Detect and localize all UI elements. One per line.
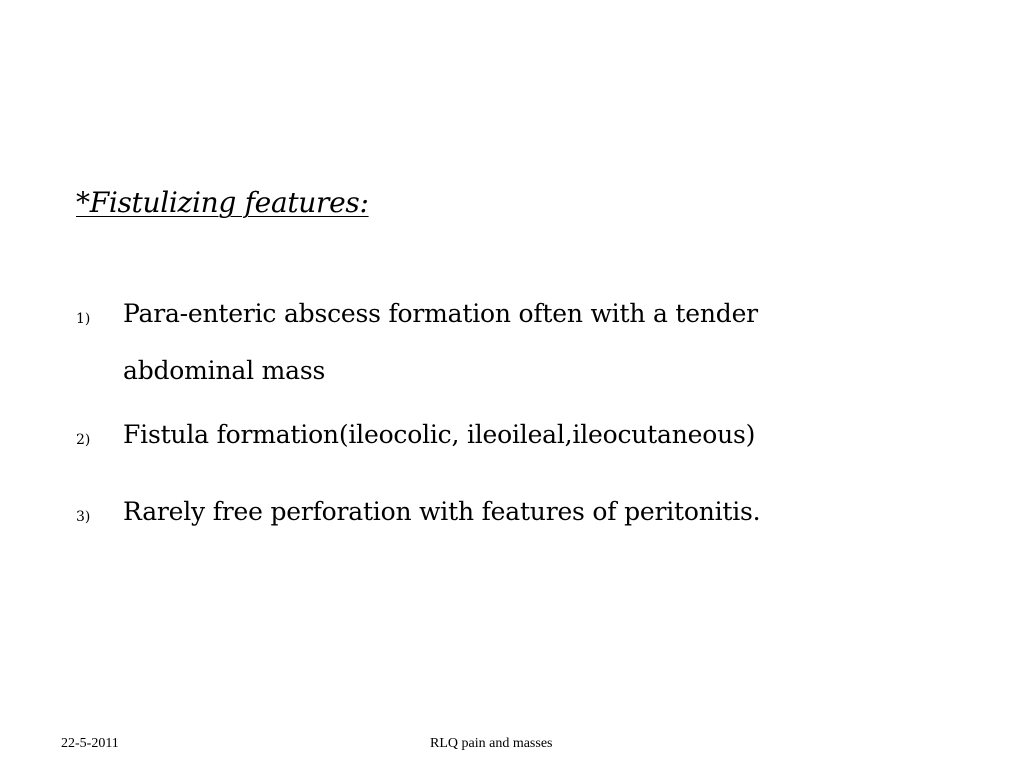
list-item-number: 3) <box>76 509 91 525</box>
list-item-text: Para-enteric abscess formation often with a tender abdominal mass <box>123 299 758 385</box>
footer-title: RLQ pain and masses <box>430 736 553 751</box>
list-item-number: 2) <box>76 432 91 448</box>
footer-date: 22-5-2011 <box>61 736 119 751</box>
list-item-number: 1) <box>76 311 91 327</box>
slide-heading: *Fistulizing features: <box>76 186 369 219</box>
list-item-text: Rarely free perforation with features of peritonitis. <box>123 497 761 526</box>
list-item-text: Fistula formation(ileocolic, ileoileal,ileocutaneous) <box>123 420 756 449</box>
